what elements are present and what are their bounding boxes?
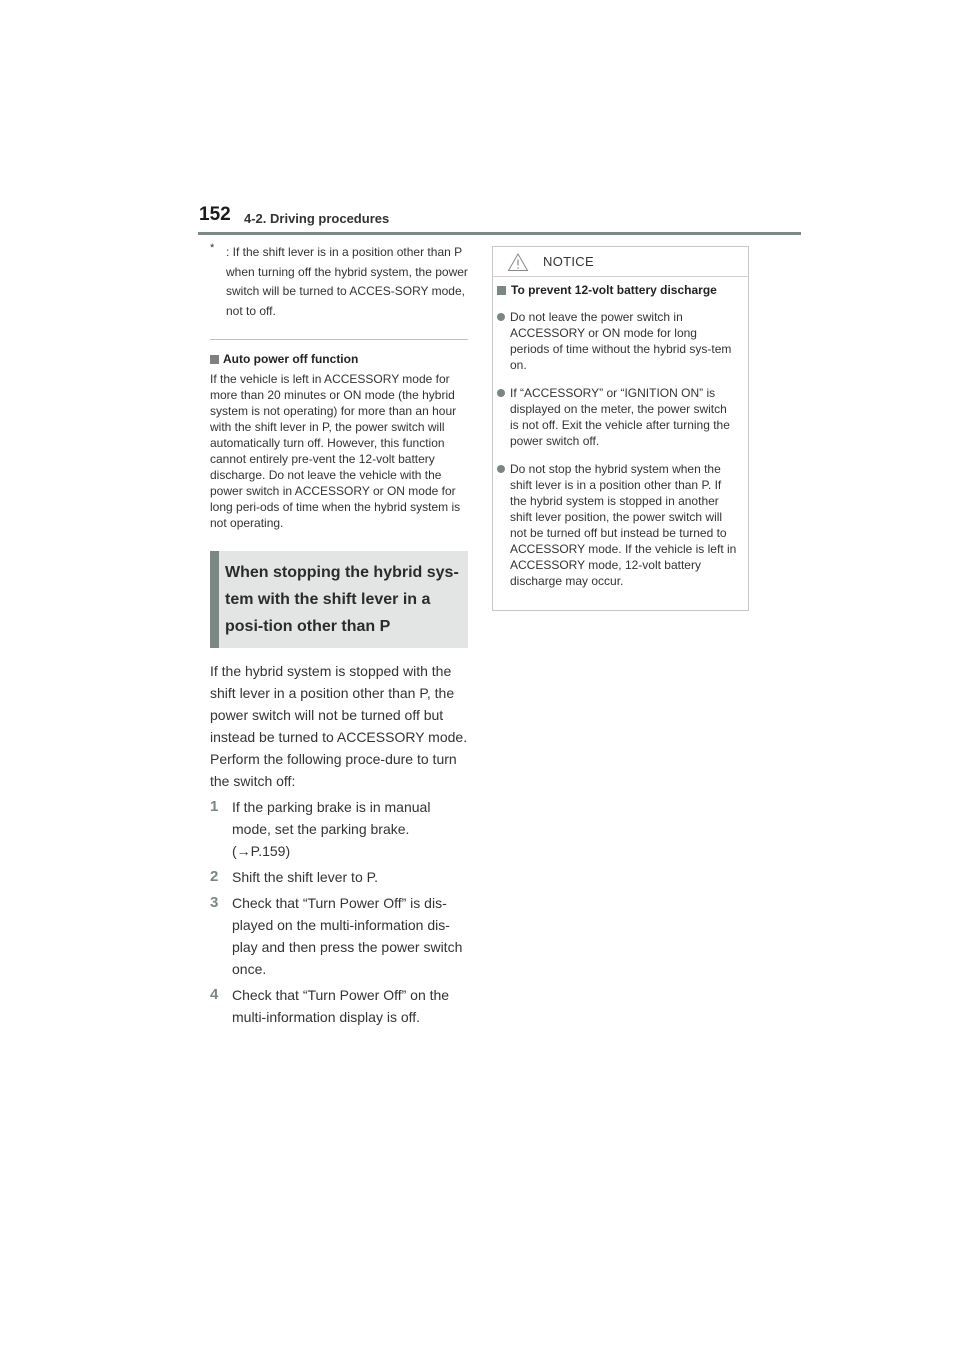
list-item: [210, 984, 468, 1028]
bullet-text: Do not leave the power switch in ACCESSORY or ON mode for long periods of time without the hybrid sys-tem on.: [510, 310, 732, 372]
circle-bullet-icon: [497, 389, 505, 397]
circle-bullet-icon: [497, 313, 505, 321]
square-bullet-icon: [497, 286, 506, 295]
section-intro: If the hybrid system is stopped with the shift lever in a position other than P, the power switch will not be turned off but instead be turned to ACCESSORY mode. Perform the following proce-dure to turn the switch off:: [210, 663, 468, 789]
list-item: [210, 796, 468, 862]
circle-bullet-icon: [497, 465, 505, 473]
list-item: [210, 866, 468, 888]
square-bullet-icon: [210, 355, 219, 364]
notice-heading: [497, 283, 738, 297]
left-column: [210, 243, 468, 1028]
section-title: 4-2. Driving procedures: [244, 211, 390, 226]
bullet-text: Do not stop the hybrid system when the shift lever is in a position other than P. If the hybrid system is stopped in another shift lever position, the power switch will not be turned off but instead be turned to ACCESSORY mode. If the vehicle is left in ACCESSORY mode, 12-volt battery discharge may occur.: [510, 462, 737, 588]
footnote-marker: *: [210, 242, 215, 254]
step-number: 1: [210, 798, 219, 815]
list-item: [497, 461, 738, 589]
section-heading: When stopping the hybrid sys-tem with the shift lever in a posi-tion other than P: [225, 564, 459, 635]
list-item: [497, 385, 738, 449]
steps-list: [210, 796, 468, 1028]
step-text: Shift the shift lever to P.: [232, 869, 379, 885]
divider: [210, 339, 468, 340]
list-item: [210, 892, 468, 980]
step-number: 3: [210, 894, 219, 911]
step-text: Check that “Turn Power Off” on the multi-information display is off.: [232, 987, 450, 1025]
footnote-text: : If the shift lever is in a position other than P when turning off the hybrid system, the power switch will be turned to ACCES-SORY mode, not to off.: [226, 245, 468, 318]
footnote: [210, 243, 468, 321]
notice-body: [493, 277, 748, 589]
notice-box: [492, 246, 749, 611]
step-text: If the parking brake is in manual mode, set the parking brake. (→P.159): [232, 799, 431, 859]
header-divider: [198, 232, 801, 235]
notice-label: NOTICE: [543, 254, 594, 269]
section-heading-box: [210, 551, 468, 648]
step-number: 2: [210, 868, 219, 885]
bullet-text: If “ACCESSORY” or “IGNITION ON” is displayed on the meter, the power switch is not off. Exit the vehicle after turning the power switch off.: [510, 386, 730, 448]
auto-power-off-body: If the vehicle is left in ACCESSORY mode for more than 20 minutes or ON mode (the hybrid system is not operating) for more than an hour with the shift lever in P, the power switch will automatically turn off. However, this function cannot entirely pre-vent the 12-volt battery discharge. Do not leave the vehicle with the power switch in ACCESSORY or ON mode for long peri-ods of time when the hybrid system is not operating.: [210, 372, 461, 530]
page-number: 152: [199, 204, 231, 225]
list-item: [497, 309, 738, 373]
warning-triangle-icon: [507, 252, 529, 272]
notice-header: [493, 247, 748, 277]
notice-heading-text: To prevent 12-volt battery discharge: [511, 283, 717, 297]
step-number: 4: [210, 986, 219, 1003]
auto-power-off-heading-text: Auto power off function: [223, 352, 359, 366]
step-text: Check that “Turn Power Off” is dis-played on the multi-information dis-play and then press the power switch once.: [232, 895, 463, 977]
auto-power-off-heading: [210, 352, 468, 366]
